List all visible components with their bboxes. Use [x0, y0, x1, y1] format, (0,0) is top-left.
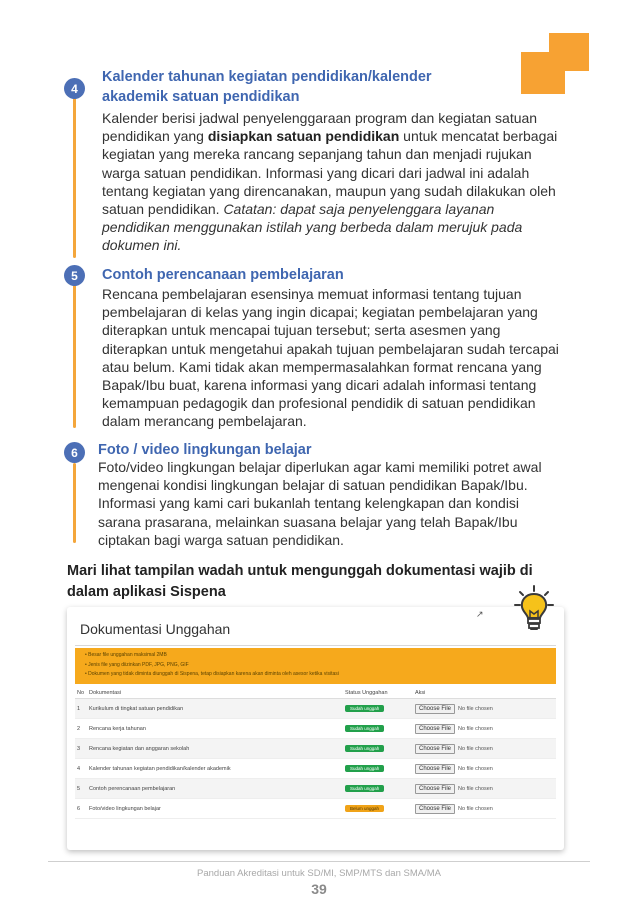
section-body: Foto/video lingkungan belajar diperlukan agar kami memiliki potret awal mengenai kondisi lingkungan belajar di satuan pendidikan Bapak/Ibu. Informasi yang kami cari bukanlah tentang kelengkapan dan kondisi sarana prasarana, melainkan suasana belajar yang telah Bapak/Ibu ciptakan bagi warga satuan pendidikan. [98, 459, 542, 548]
row-document: Rencana kegiatan dan anggaran sekolah [89, 745, 190, 752]
body-text: Kalender berisi jadwal penyelenggaraan program dan kegiatan satuan pendidikan yang [102, 110, 538, 145]
row-status-cell [345, 745, 415, 752]
row-document: Rencana kerja tahunan [89, 725, 146, 732]
status-badge: Sudah unggah [345, 725, 384, 732]
table-row [75, 699, 556, 719]
choose-file-button[interactable]: Choose File [415, 764, 455, 774]
notice-item: • Besar file unggahan maksimal 2MB [85, 651, 546, 661]
choose-file-button[interactable]: Choose File [415, 744, 455, 754]
row-action [415, 764, 556, 774]
footer-text: Panduan Akreditasi untuk SD/MI, SMP/MTS dan SMA/MA [197, 868, 441, 879]
row-status-cell [345, 765, 415, 772]
row-status-cell [345, 805, 415, 812]
notice-item: • Jenis file yang diizinkan PDF, JPG, PNG, GIF [85, 661, 546, 671]
timeline-line-6 [73, 463, 76, 543]
choose-file-button[interactable]: Choose File [415, 724, 455, 734]
section-number-badge: 4 [64, 78, 85, 99]
section-body [102, 109, 562, 255]
row-status-cell [345, 725, 415, 732]
section-title [102, 67, 522, 107]
footer-divider [48, 861, 590, 862]
no-file-label: No file chosen [458, 745, 493, 752]
row-document: Contoh perencanaan pembelajaran [89, 785, 176, 792]
row-document: Kurikulum di tingkat satuan pendidikan [89, 705, 184, 712]
section-number-badge: 5 [64, 265, 85, 286]
section-body: Rencana pembelajaran esensinya memuat informasi tentang tujuan pembelajaran di kelas yang ingin dicapai; kegiatan pembelajaran yang diterapkan untuk mencapai tujuan tersebut; serta asesmen yang diterapkan untuk mengetahui apakah tujuan pembelajaran sudah tercapai atau belum. Kami tidak akan mempermasalahkan format rencana yang Bapak/Ibu buat, karena informasi yang dicari adalah informasi tentang kemampuan pedagogik dan profesional pendidik di satuan pendidikan dalam merancang pembelajaran. [102, 286, 559, 430]
body-text: untuk mencatat berbagai kegiatan yang mereka rancang sepanjang tahun dan menjadi rujukan warga satuan pendidikan. Informasi yang dicari dari jadwal ini adalah tentang kegiatan yang direncanakan, maupun yang sudah dilakukan oleh satuan pendidikan. [102, 128, 558, 218]
header-no: No [77, 689, 85, 696]
table-header [75, 687, 556, 699]
row-document: Kalender tahunan kegiatan pendidikan/kalender akademik [89, 765, 231, 772]
choose-file-button[interactable]: Choose File [415, 784, 455, 794]
screenshot-intro-text: Mari lihat tampilan wadah untuk mengunggah dokumentasi wajib di dalam aplikasi Sispena [67, 563, 533, 600]
no-file-label: No file chosen [458, 785, 493, 792]
choose-file-button[interactable]: Choose File [415, 804, 455, 814]
upload-screenshot [67, 607, 564, 850]
screenshot-title: Dokumentasi Unggahan [80, 621, 231, 637]
status-badge: Sudah unggah [345, 745, 384, 752]
row-number: 1 [77, 705, 81, 712]
no-file-label: No file chosen [458, 805, 493, 812]
timeline-line-5 [73, 283, 76, 428]
header-status: Status Unggahan [345, 689, 388, 696]
divider [75, 645, 556, 646]
timeline-line-4 [73, 92, 76, 258]
section-title-line: akademik satuan pendidikan [102, 89, 300, 105]
upload-notice [75, 648, 556, 684]
table-row [75, 799, 556, 819]
status-badge: Sudah unggah [345, 785, 384, 792]
row-number: 4 [77, 765, 81, 772]
lightbulb-icon [512, 584, 556, 634]
section-title-line: Kalender tahunan kegiatan pendidikan/kalender [102, 69, 432, 85]
notice-item: • Dokumen yang tidak diminta diunggah di Sispena, tetap disiapkan karena akan diminta oleh asesor ketika visitasi [85, 670, 546, 680]
row-action [415, 804, 556, 814]
status-badge: Sudah unggah [345, 765, 384, 772]
section-title: Foto / video lingkungan belajar [98, 442, 312, 458]
status-badge: Sudah unggah [345, 705, 384, 712]
no-file-label: No file chosen [458, 725, 493, 732]
table-row [75, 759, 556, 779]
choose-file-button[interactable]: Choose File [415, 704, 455, 714]
row-document: Foto/video lingkungan belajar [89, 805, 161, 812]
decor-square-front [549, 33, 589, 71]
cursor-icon: ↗ [476, 609, 484, 619]
status-badge: Belum unggah [345, 805, 384, 812]
section-title: Contoh perencanaan pembelajaran [102, 267, 344, 283]
row-number: 3 [77, 745, 81, 752]
table-row [75, 719, 556, 739]
row-action [415, 724, 556, 734]
row-number: 5 [77, 785, 81, 792]
row-status-cell [345, 785, 415, 792]
body-note-text: Catatan: dapat saja penyelenggara layanan pendidikan menggunakan istilah yang berbeda dalam merujuk pada dokumen ini. [102, 201, 523, 254]
row-action [415, 784, 556, 794]
row-status-cell [345, 705, 415, 712]
no-file-label: No file chosen [458, 765, 493, 772]
row-action [415, 704, 556, 714]
section-number-badge: 6 [64, 442, 85, 463]
body-bold-text: disiapkan satuan pendidikan [207, 128, 400, 145]
row-number: 6 [77, 805, 81, 812]
header-doc: Dokumentasi [89, 689, 122, 696]
no-file-label: No file chosen [458, 705, 493, 712]
header-action: Aksi [415, 689, 426, 696]
page-number: 39 [311, 881, 327, 897]
table-row [75, 779, 556, 799]
table-row [75, 739, 556, 759]
upload-table [75, 687, 556, 819]
row-action [415, 744, 556, 754]
row-number: 2 [77, 725, 81, 732]
